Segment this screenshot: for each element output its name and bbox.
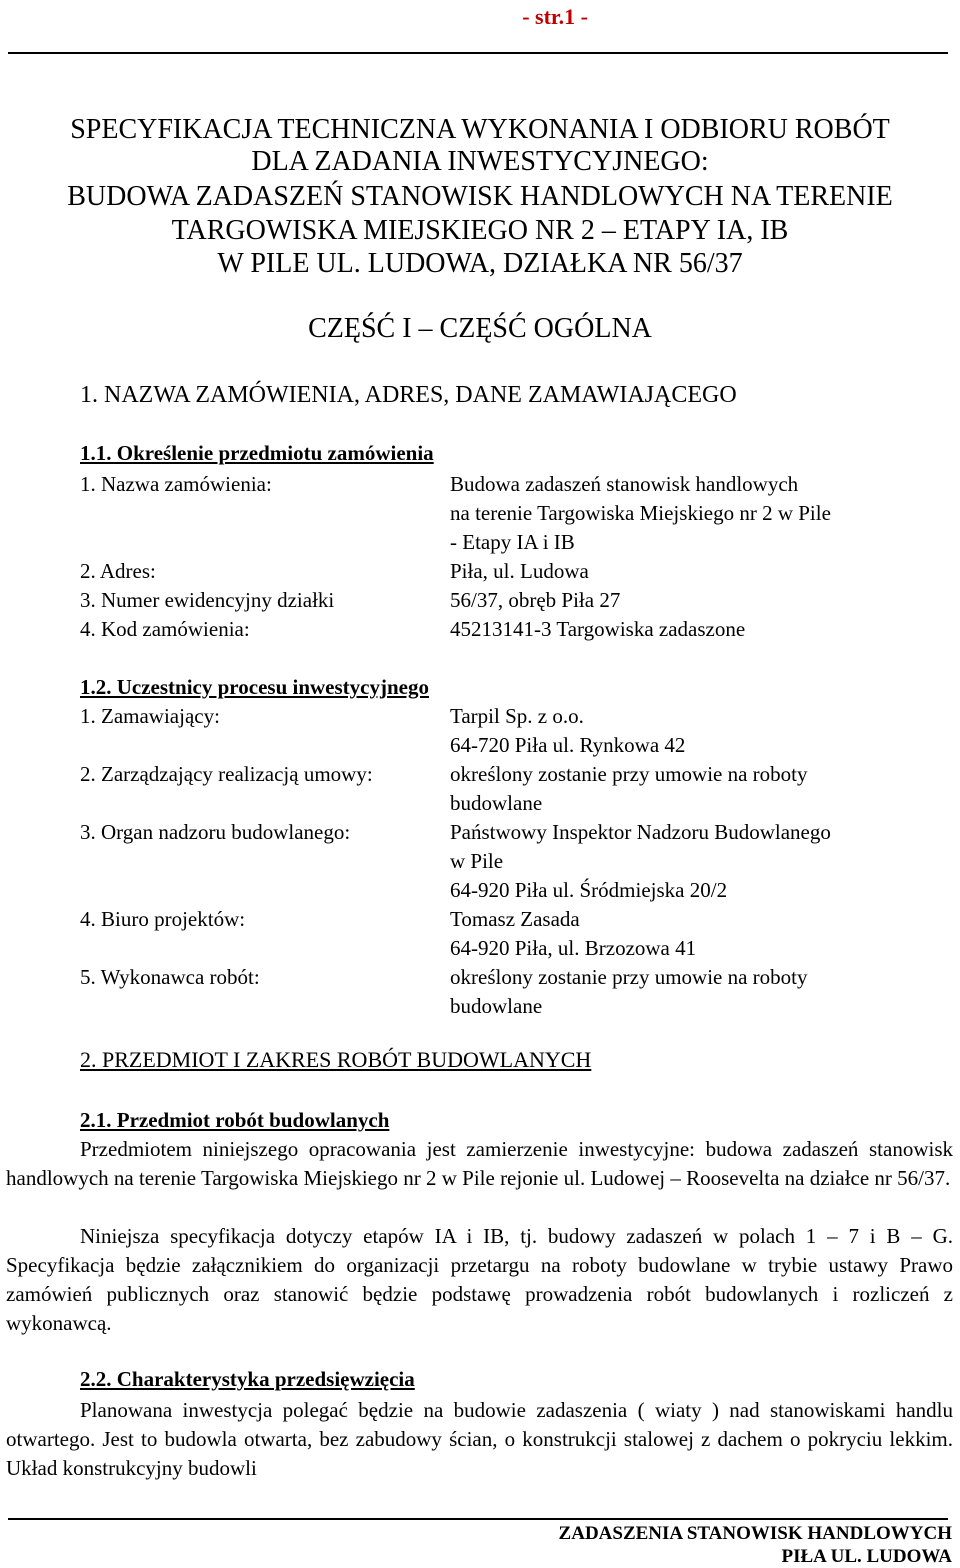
field-value: - Etapy IA i IB [450, 530, 575, 554]
header-rule [8, 52, 948, 54]
footer-line: ZADASZENIA STANOWISK HANDLOWYCH [558, 1523, 952, 1544]
field-label: 4. Biuro projektów: [80, 907, 246, 931]
subsection-2-2-heading: 2.2. Charakterystyka przedsięwzięcia [80, 1367, 415, 1391]
subsection-1-1-heading: 1.1. Określenie przedmiotu zamówienia [80, 441, 434, 465]
field-value: określony zostanie przy umowie na roboty [450, 762, 808, 786]
field-label: 3. Organ nadzoru budowlanego: [80, 820, 351, 844]
field-value: 64-920 Piła, ul. Brzozowa 41 [450, 936, 697, 960]
field-value: budowlane [450, 791, 543, 815]
title-line: DLA ZADANIA INWESTYCYJNEGO: [251, 146, 709, 177]
footer-rule [8, 1518, 948, 1520]
title-line: SPECYFIKACJA TECHNICZNA WYKONANIA I ODBIORU ROBÓT [70, 114, 890, 145]
section-1-heading: 1. NAZWA ZAMÓWIENIA, ADRES, DANE ZAMAWIAJĄCEGO [80, 382, 737, 408]
part-heading: CZĘŚĆ I – CZĘŚĆ OGÓLNA [308, 313, 652, 344]
title-line: BUDOWA ZADASZEŃ STANOWISK HANDLOWYCH NA TERENIE [67, 181, 893, 212]
paragraph: Przedmiotem niniejszego opracowania jest zamierzenie inwestycyjne: budowa zadaszeń stanowisk handlowych na terenie Targowiska Miejskiego nr 2 w Pile rejonie ul. Ludowej – Roosevelta na działce nr 56/37. [6, 1137, 953, 1190]
paragraph: Planowana inwestycja polegać będzie na budowie zadaszenia ( wiaty ) nad stanowiskami handlu otwartego. Jest to budowla otwarta, bez zabudowy ścian, o konstrukcji stalowej z dachem o pokryciu lekkim. Układ konstrukcyjny budowli [6, 1398, 953, 1480]
subsection-2-1-heading: 2.1. Przedmiot robót budowlanych [80, 1108, 390, 1132]
field-label: 2. Adres: [80, 559, 156, 583]
field-value: Budowa zadaszeń stanowisk handlowych [450, 472, 799, 496]
footer-line: PIŁA UL. LUDOWA [781, 1546, 952, 1567]
field-value: 56/37, obręb Piła 27 [450, 588, 621, 612]
field-label: 4. Kod zamówienia: [80, 617, 250, 641]
section-2-heading: 2. PRZEDMIOT I ZAKRES ROBÓT BUDOWLANYCH [80, 1047, 592, 1072]
field-value: Tarpil Sp. z o.o. [450, 704, 584, 728]
title-line: TARGOWISKA MIEJSKIEGO NR 2 – ETAPY IA, IB [171, 215, 789, 246]
field-label: 5. Wykonawca robót: [80, 965, 260, 989]
field-label: 2. Zarządzający realizacją umowy: [80, 762, 373, 786]
field-value: 64-720 Piła ul. Rynkowa 42 [450, 733, 686, 757]
field-value: w Pile [450, 849, 504, 873]
field-value: 64-920 Piła ul. Śródmiejska 20/2 [450, 878, 728, 902]
field-value: określony zostanie przy umowie na roboty [450, 965, 808, 989]
subsection-1-2-heading: 1.2. Uczestnicy procesu inwestycyjnego [80, 675, 429, 699]
paragraph: Niniejsza specyfikacja dotyczy etapów IA i IB, tj. budowy zadaszeń w polach 1 – 7 i B – G. Specyfikacja będzie załącznikiem do organizacji przetargu na roboty budowlane w trybie ustawy Prawo zamówień publicznych oraz stanowić będzie podstawę prowadzenia robót budowlanych i rozliczeń z wykonawcą. [6, 1224, 953, 1335]
field-value: 45213141-3 Targowiska zadaszone [450, 617, 746, 641]
title-line: W PILE UL. LUDOWA, DZIAŁKA NR 56/37 [217, 248, 743, 279]
field-value: na terenie Targowiska Miejskiego nr 2 w Pile [450, 501, 831, 525]
field-value: budowlane [450, 994, 543, 1018]
field-label: 1. Zamawiający: [80, 704, 220, 728]
field-value: Tomasz Zasada [450, 907, 580, 931]
field-value: Piła, ul. Ludowa [450, 559, 589, 583]
page-number: - str.1 - [522, 4, 588, 29]
field-value: Państwowy Inspektor Nadzoru Budowlanego [450, 820, 831, 844]
field-label: 1. Nazwa zamówienia: [80, 472, 272, 496]
field-label: 3. Numer ewidencyjny działki [80, 588, 335, 612]
